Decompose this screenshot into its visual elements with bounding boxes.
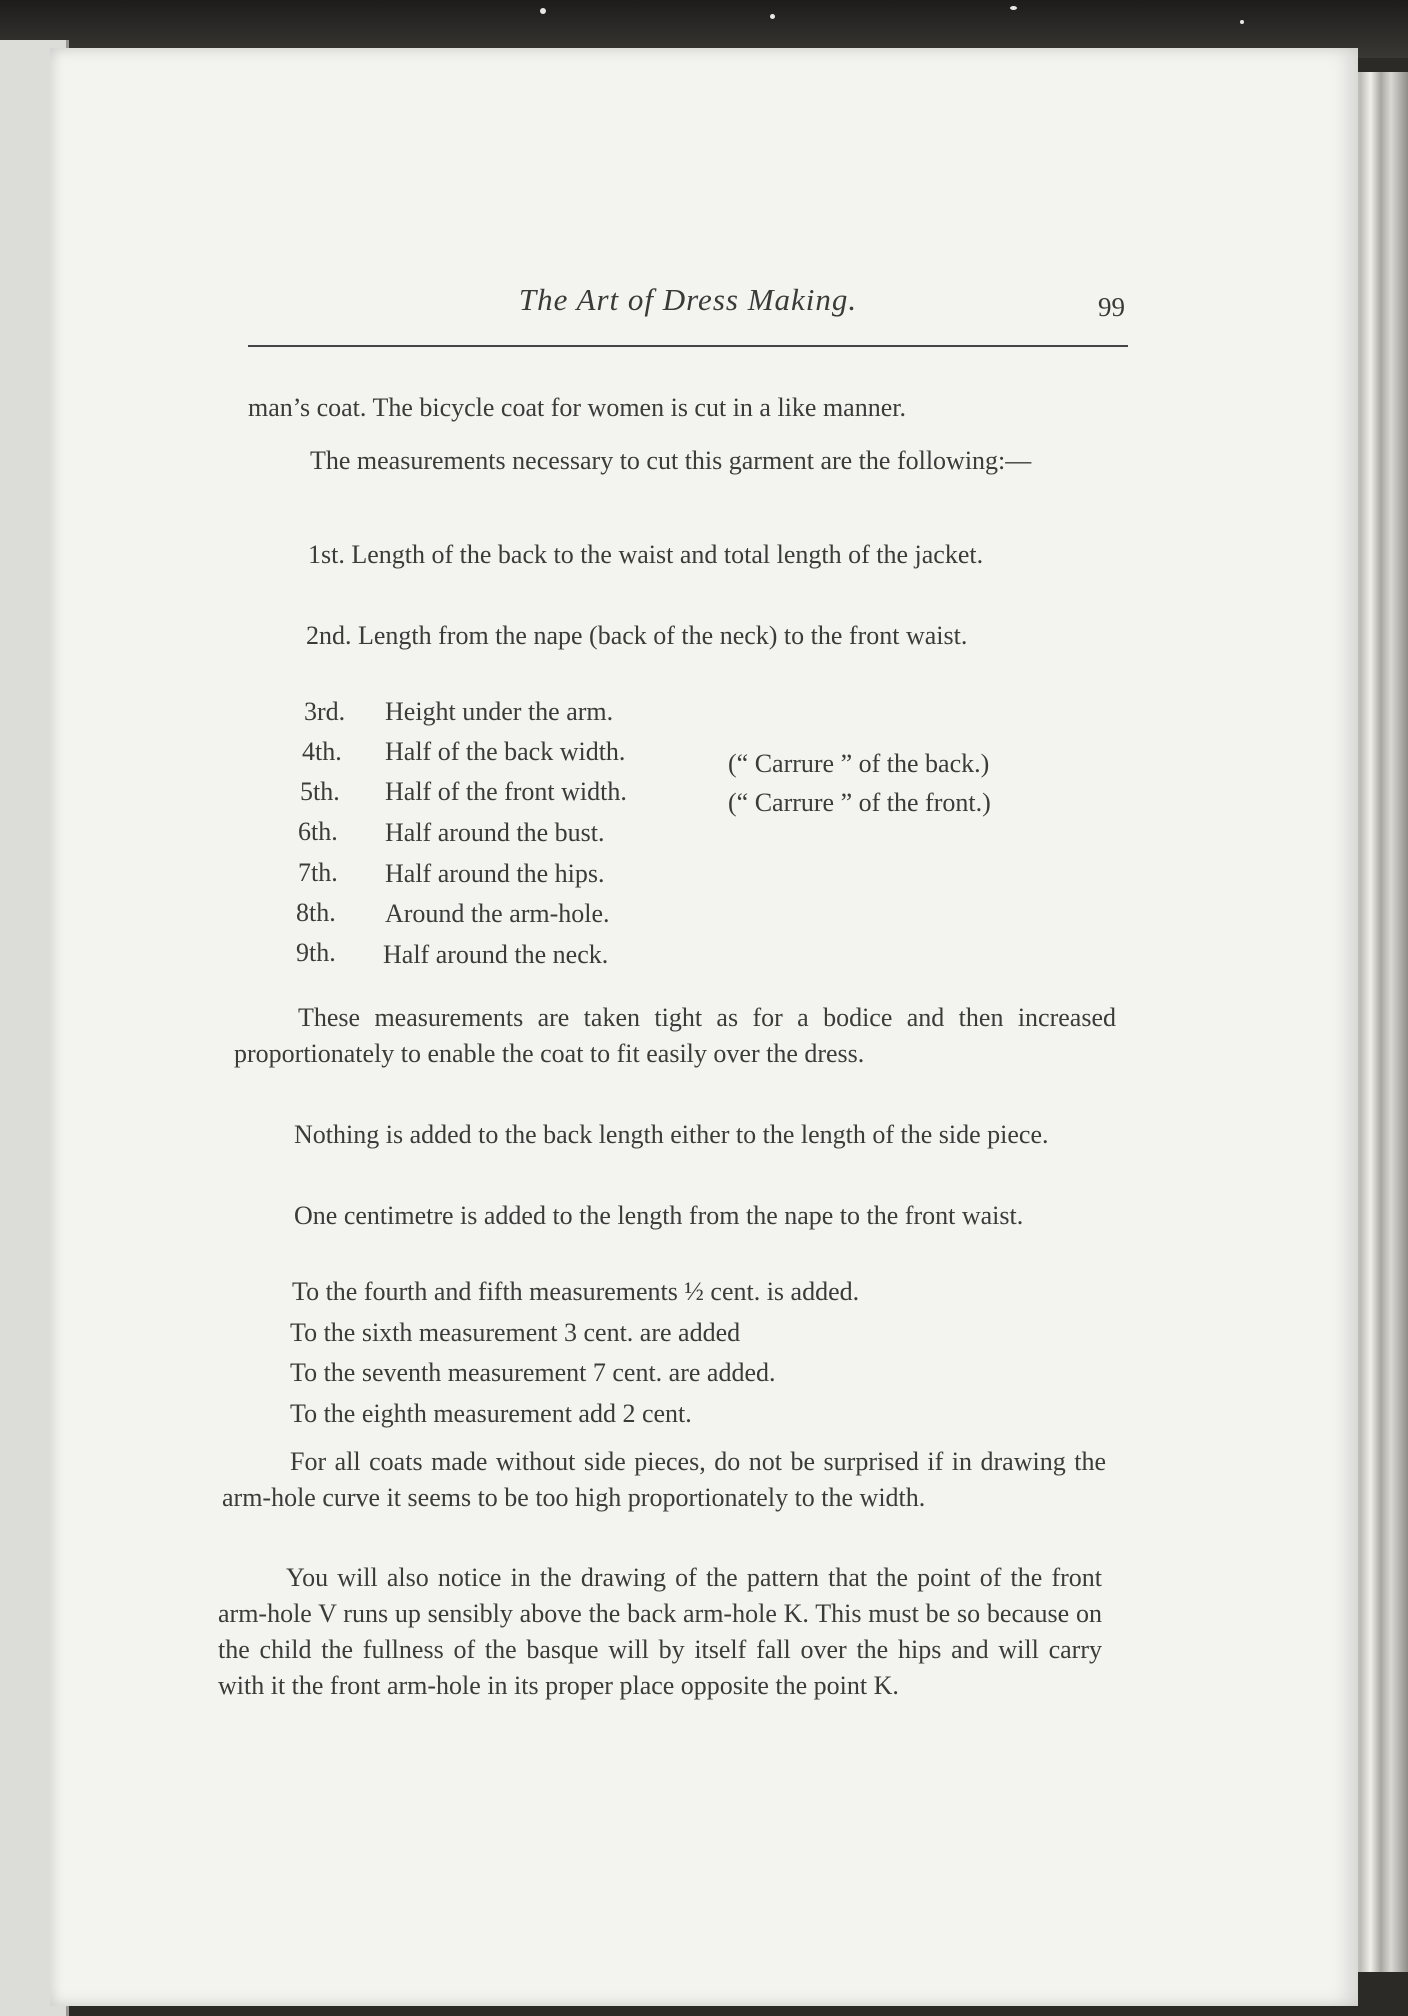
running-title: The Art of Dress Making. [518,282,858,317]
header-rule [248,345,1128,347]
measurement-number: 8th. [296,898,336,927]
measurement-text: Half of the back width. [385,737,626,766]
measurement-number: 9th. [296,938,336,967]
dust-speck [1010,6,1017,10]
measurement-number: 4th. [302,737,342,766]
dust-speck [1240,20,1244,24]
measurement-number: 7th. [298,858,338,887]
measurement-number: 3rd. [304,697,346,726]
measurement-text: Half of the front width. [385,777,627,806]
paragraph-6: Nothing is added to the back length either to the length of the side piece. [294,1120,1049,1149]
paragraph-3: 1st. Length of the back to the waist and total length of the jacket. [308,540,984,569]
increment-line-3: To the seventh measurement 7 cent. are added. [290,1358,776,1387]
measurement-text: Half around the neck. [383,940,609,969]
measurement-text: Half around the bust. [385,818,605,847]
paragraph-9: You will also notice in the drawing of the pattern that the point of the front arm-hole V runs up sensibly above the back arm-hole K. This must be so because on the child the fullness of the basque will by itself fall over the hips and will carry with it the front arm-hole in its proper place opposite the point K. [218,1563,1102,1700]
measurement-text: Height under the arm. [385,697,614,726]
dust-speck [770,14,775,19]
measurement-note: (“ Carrure ” of the front.) [728,788,991,817]
increment-line-4: To the eighth measurement add 2 cent. [290,1399,692,1428]
paragraph-1: man’s coat. The bicycle coat for women is cut in a like manner. [248,393,906,422]
measurement-text: Around the arm-hole. [385,899,610,928]
dust-speck [540,8,546,14]
paragraph-7: One centimetre is added to the length from the nape to the front waist. [294,1201,1024,1230]
measurement-note: (“ Carrure ” of the back.) [728,749,990,778]
paragraph-5: These measurements are taken tight as for a bodice and then increased proportionately to enable the coat to fit easily over the dress. [234,1003,1116,1068]
page-number: 99 [1098,292,1125,322]
increment-line-2: To the sixth measurement 3 cent. are added [290,1318,741,1347]
measurement-number: 5th. [300,777,340,806]
increment-line-1: To the fourth and fifth measurements ½ cent. is added. [292,1277,860,1306]
paragraph-4: 2nd. Length from the nape (back of the neck) to the front waist. [306,621,968,650]
measurement-number: 6th. [298,817,338,846]
measurement-text: Half around the hips. [385,859,605,888]
paragraph-8: For all coats made without side pieces, do not be surprised if in drawing the arm-hole curve it seems to be too high proportionately to the width. [222,1447,1106,1512]
paragraph-2: The measurements necessary to cut this garment are the following:— [310,446,1032,475]
